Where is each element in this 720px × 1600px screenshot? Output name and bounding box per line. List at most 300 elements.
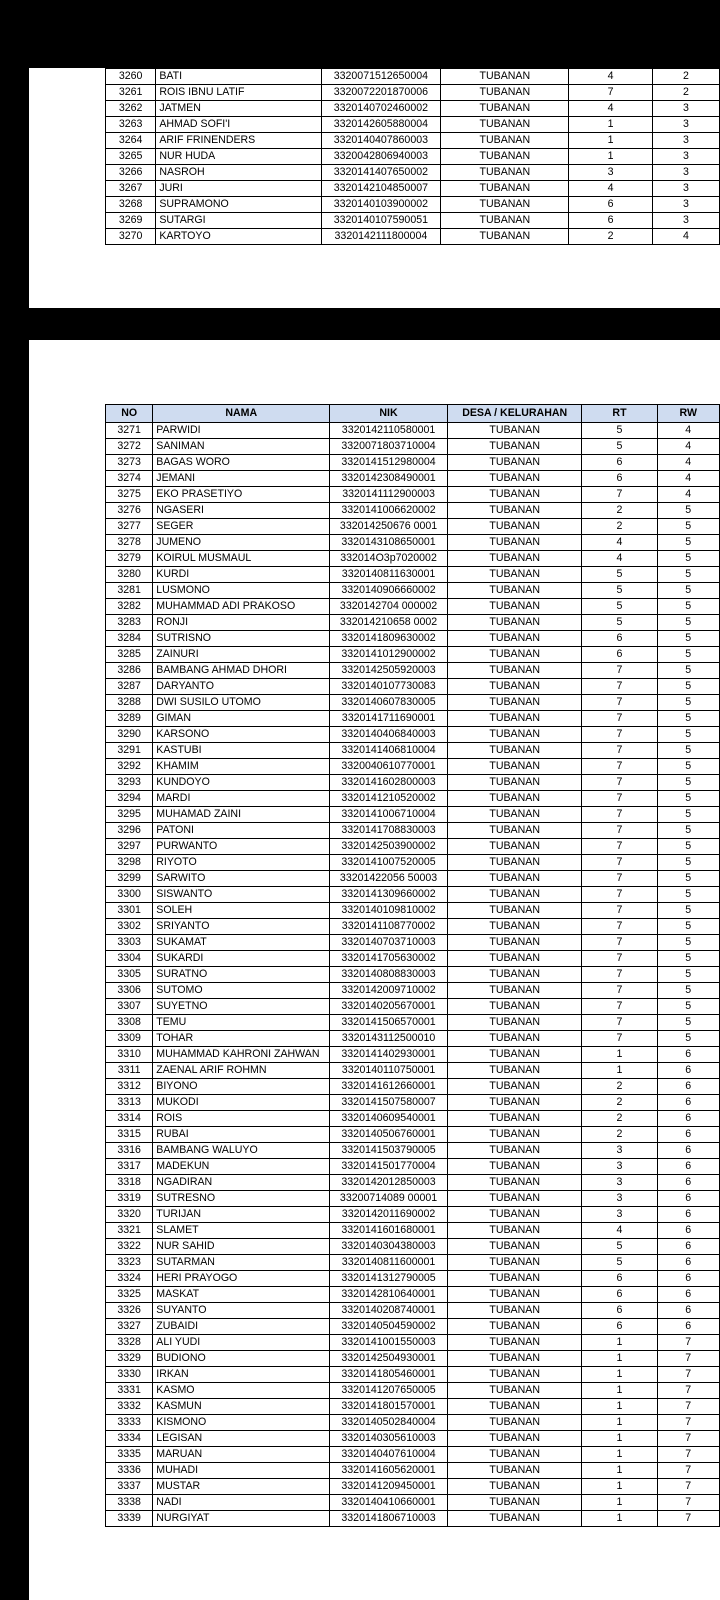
cell-nik: 3320140410660001	[330, 1495, 448, 1511]
cell-nama: SUYETNO	[153, 999, 330, 1015]
cell-desa: TUBANAN	[447, 1223, 582, 1239]
table-row	[106, 1063, 720, 1079]
cell-no: 3304	[106, 951, 153, 967]
cell-rt: 1	[582, 1383, 657, 1399]
cell-nama: KUNDOYO	[153, 775, 330, 791]
cell-rt: 1	[582, 1431, 657, 1447]
cell-nik: 3320141806710003	[330, 1511, 448, 1527]
cell-desa: TUBANAN	[447, 951, 582, 967]
cell-no: 3286	[106, 663, 153, 679]
cell-nama: SUKAMAT	[153, 935, 330, 951]
cell-rt: 3	[582, 1159, 657, 1175]
table-row	[106, 133, 720, 149]
cell-nama: ZAINURI	[153, 647, 330, 663]
cell-no: 3268	[106, 197, 156, 213]
table-row	[106, 85, 720, 101]
cell-nama: SISWANTO	[153, 887, 330, 903]
cell-no: 3272	[106, 439, 153, 455]
cell-nik: 3320140109810002	[330, 903, 448, 919]
cell-rw: 6	[657, 1079, 719, 1095]
cell-no: 3271	[106, 423, 153, 439]
cell-rw: 5	[657, 711, 719, 727]
cell-no: 3307	[106, 999, 153, 1015]
cell-no: 3306	[106, 983, 153, 999]
cell-nik: 33200714089 00001	[330, 1191, 448, 1207]
cell-desa: TUBANAN	[441, 133, 569, 149]
cell-rw: 5	[657, 839, 719, 855]
cell-no: 3291	[106, 743, 153, 759]
cell-nik: 3320141805460001	[330, 1367, 448, 1383]
table-row	[106, 631, 720, 647]
cell-no: 3266	[106, 165, 156, 181]
cell-desa: TUBANAN	[447, 1383, 582, 1399]
cell-nama: PURWANTO	[153, 839, 330, 855]
cell-rw: 6	[657, 1191, 719, 1207]
cell-no: 3336	[106, 1463, 153, 1479]
table-row	[106, 807, 720, 823]
cell-rw: 7	[657, 1431, 719, 1447]
cell-nama: SANIMAN	[153, 439, 330, 455]
cell-nama: RIYOTO	[153, 855, 330, 871]
cell-no: 3287	[106, 679, 153, 695]
cell-desa: TUBANAN	[447, 823, 582, 839]
cell-rt: 6	[582, 1271, 657, 1287]
cell-rw: 5	[657, 1031, 719, 1047]
cell-desa: TUBANAN	[447, 935, 582, 951]
cell-nama: LEGISAN	[153, 1431, 330, 1447]
table-row	[106, 663, 720, 679]
cell-rw: 7	[657, 1463, 719, 1479]
cell-no: 3273	[106, 455, 153, 471]
cell-nama: NGADIRAN	[153, 1175, 330, 1191]
cell-nik: 3320141407650002	[321, 165, 441, 181]
cell-desa: TUBANAN	[447, 711, 582, 727]
cell-nik: 3320140504590002	[330, 1319, 448, 1335]
cell-nik: 3320140407860003	[321, 133, 441, 149]
table-row	[106, 1127, 720, 1143]
cell-rt: 6	[582, 471, 657, 487]
cell-no: 3319	[106, 1191, 153, 1207]
cell-rw: 5	[657, 871, 719, 887]
cell-nama: MADEKUN	[153, 1159, 330, 1175]
header-rt: RT	[582, 405, 657, 423]
cell-desa: TUBANAN	[447, 487, 582, 503]
cell-nama: BAMBANG WALUYO	[153, 1143, 330, 1159]
cell-rw: 6	[657, 1047, 719, 1063]
cell-nama: MARDI	[153, 791, 330, 807]
cell-nama: NGASERI	[153, 503, 330, 519]
cell-no: 3275	[106, 487, 153, 503]
cell-nama: NASROH	[156, 165, 321, 181]
cell-no: 3327	[106, 1319, 153, 1335]
cell-nik: 3320142104850007	[321, 181, 441, 197]
cell-no: 3339	[106, 1511, 153, 1527]
cell-no: 3296	[106, 823, 153, 839]
cell-nama: KOIRUL MUSMAUL	[153, 551, 330, 567]
cell-rt: 2	[582, 519, 657, 535]
cell-no: 3331	[106, 1383, 153, 1399]
cell-rw: 5	[657, 999, 719, 1015]
cell-rw: 4	[657, 423, 719, 439]
cell-rt: 7	[582, 887, 657, 903]
cell-rw: 7	[657, 1511, 719, 1527]
cell-rw: 5	[657, 583, 719, 599]
cell-nama: SLAMET	[153, 1223, 330, 1239]
cell-nik: 3320140811630001	[330, 567, 448, 583]
cell-nama: MARUAN	[153, 1447, 330, 1463]
cell-rt: 5	[582, 1255, 657, 1271]
cell-nama: JATMEN	[156, 101, 321, 117]
cell-rw: 6	[657, 1303, 719, 1319]
cell-rw: 5	[657, 567, 719, 583]
cell-rw: 5	[657, 519, 719, 535]
cell-no: 3267	[106, 181, 156, 197]
cell-desa: TUBANAN	[447, 743, 582, 759]
voter-table-2-body	[106, 423, 720, 1527]
cell-no: 3326	[106, 1303, 153, 1319]
table-row	[106, 471, 720, 487]
cell-nama: PATONI	[153, 823, 330, 839]
cell-rt: 2	[569, 229, 652, 245]
cell-nik: 3320141402930001	[330, 1047, 448, 1063]
cell-desa: TUBANAN	[447, 423, 582, 439]
cell-rt: 3	[582, 1175, 657, 1191]
cell-rt: 1	[582, 1063, 657, 1079]
table-row	[106, 551, 720, 567]
cell-desa: TUBANAN	[447, 839, 582, 855]
cell-no: 3312	[106, 1079, 153, 1095]
cell-desa: TUBANAN	[447, 1191, 582, 1207]
cell-nik: 3320140107590051	[321, 213, 441, 229]
cell-desa: TUBANAN	[447, 983, 582, 999]
cell-nik: 3320140906660002	[330, 583, 448, 599]
cell-rw: 5	[657, 727, 719, 743]
cell-rt: 1	[582, 1447, 657, 1463]
cell-rw: 6	[657, 1239, 719, 1255]
cell-no: 3314	[106, 1111, 153, 1127]
cell-no: 3265	[106, 149, 156, 165]
cell-rw: 5	[657, 1015, 719, 1031]
cell-rw: 6	[657, 1255, 719, 1271]
table-row	[106, 583, 720, 599]
cell-desa: TUBANAN	[447, 1079, 582, 1095]
cell-no: 3264	[106, 133, 156, 149]
cell-rw: 6	[657, 1319, 719, 1335]
cell-nik: 3320140609540001	[330, 1111, 448, 1127]
cell-no: 3297	[106, 839, 153, 855]
table-row	[106, 101, 720, 117]
cell-rt: 7	[582, 807, 657, 823]
cell-rt: 5	[582, 1239, 657, 1255]
table-row	[106, 711, 720, 727]
cell-nik: 332014O3p7020002	[330, 551, 448, 567]
cell-nik: 3320141006620002	[330, 503, 448, 519]
cell-no: 3316	[106, 1143, 153, 1159]
cell-rt: 7	[582, 695, 657, 711]
cell-desa: TUBANAN	[447, 1399, 582, 1415]
table-row	[106, 567, 720, 583]
cell-rt: 7	[582, 983, 657, 999]
cell-no: 3301	[106, 903, 153, 919]
cell-no: 3284	[106, 631, 153, 647]
cell-rw: 5	[657, 695, 719, 711]
cell-rt: 6	[582, 1303, 657, 1319]
cell-desa: TUBANAN	[447, 535, 582, 551]
table-row	[106, 455, 720, 471]
cell-nik: 3320140205670001	[330, 999, 448, 1015]
table-row	[106, 1143, 720, 1159]
cell-rw: 5	[657, 679, 719, 695]
cell-nik: 3320140107730083	[330, 679, 448, 695]
cell-rw: 5	[657, 951, 719, 967]
table-row	[106, 1463, 720, 1479]
table-row	[106, 1271, 720, 1287]
cell-nik: 3320141112900003	[330, 487, 448, 503]
cell-no: 3330	[106, 1367, 153, 1383]
cell-rt: 5	[582, 599, 657, 615]
cell-nik: 3320141210520002	[330, 791, 448, 807]
cell-rt: 7	[582, 663, 657, 679]
cell-no: 3283	[106, 615, 153, 631]
table-row	[106, 1239, 720, 1255]
cell-nik: 3320072201870006	[321, 85, 441, 101]
cell-rw: 5	[657, 919, 719, 935]
cell-nama: KASMO	[153, 1383, 330, 1399]
cell-desa: TUBANAN	[441, 213, 569, 229]
table-row	[106, 647, 720, 663]
cell-no: 3324	[106, 1271, 153, 1287]
cell-nama: SOLEH	[153, 903, 330, 919]
cell-nik: 3320140305610003	[330, 1431, 448, 1447]
cell-nik: 3320141501770004	[330, 1159, 448, 1175]
cell-rw: 3	[652, 165, 719, 181]
table-row	[106, 519, 720, 535]
cell-nik: 3320140702460002	[321, 101, 441, 117]
cell-rw: 7	[657, 1383, 719, 1399]
cell-nama: SUTRESNO	[153, 1191, 330, 1207]
cell-no: 3278	[106, 535, 153, 551]
cell-no: 3313	[106, 1095, 153, 1111]
cell-nama: KHAMIM	[153, 759, 330, 775]
cell-no: 3323	[106, 1255, 153, 1271]
cell-nama: IRKAN	[153, 1367, 330, 1383]
cell-nik: 3320140304380003	[330, 1239, 448, 1255]
cell-nama: MASKAT	[153, 1287, 330, 1303]
cell-desa: TUBANAN	[441, 101, 569, 117]
cell-nama: ROIS IBNU LATIF	[156, 85, 321, 101]
cell-desa: TUBANAN	[447, 583, 582, 599]
cell-no: 3285	[106, 647, 153, 663]
cell-nama: MUHADI	[153, 1463, 330, 1479]
voter-table-2	[105, 404, 720, 1527]
table-header	[106, 405, 720, 423]
table-row	[106, 1159, 720, 1175]
cell-nik: 3320140811600001	[330, 1255, 448, 1271]
cell-no: 3333	[106, 1415, 153, 1431]
header-rw: RW	[657, 405, 719, 423]
cell-rt: 3	[582, 1143, 657, 1159]
table-row	[106, 1207, 720, 1223]
cell-rt: 2	[582, 1111, 657, 1127]
table-row	[106, 1447, 720, 1463]
cell-no: 3308	[106, 1015, 153, 1031]
table-row	[106, 759, 720, 775]
cell-no: 3263	[106, 117, 156, 133]
cell-rw: 7	[657, 1351, 719, 1367]
cell-desa: TUBANAN	[447, 663, 582, 679]
table-row	[106, 903, 720, 919]
cell-no: 3279	[106, 551, 153, 567]
table-row	[106, 695, 720, 711]
cell-rw: 6	[657, 1127, 719, 1143]
cell-nama: BATI	[156, 69, 321, 85]
cell-nama: KARSONO	[153, 727, 330, 743]
cell-desa: TUBANAN	[447, 807, 582, 823]
cell-desa: TUBANAN	[441, 69, 569, 85]
cell-rt: 6	[582, 1287, 657, 1303]
cell-nik: 3320141711690001	[330, 711, 448, 727]
header-row	[106, 405, 720, 423]
cell-rt: 7	[582, 1031, 657, 1047]
cell-nik: 3320141012900002	[330, 647, 448, 663]
cell-nik: 3320140607830005	[330, 695, 448, 711]
cell-rt: 2	[582, 1127, 657, 1143]
cell-no: 3310	[106, 1047, 153, 1063]
cell-rt: 4	[582, 535, 657, 551]
cell-desa: TUBANAN	[447, 647, 582, 663]
table-row	[106, 1031, 720, 1047]
cell-nik: 3320142011690002	[330, 1207, 448, 1223]
cell-nama: MUSTAR	[153, 1479, 330, 1495]
table-row	[106, 1175, 720, 1191]
table-row	[106, 1415, 720, 1431]
cell-rt: 7	[582, 711, 657, 727]
cell-nama: TEMU	[153, 1015, 330, 1031]
cell-rw: 6	[657, 1207, 719, 1223]
cell-rw: 5	[657, 535, 719, 551]
cell-nama: SUPRAMONO	[156, 197, 321, 213]
cell-rt: 1	[569, 133, 652, 149]
cell-rw: 5	[657, 775, 719, 791]
cell-rt: 1	[582, 1367, 657, 1383]
cell-rt: 7	[582, 951, 657, 967]
cell-nama: AHMAD SOFI'I	[156, 117, 321, 133]
cell-nik: 3320042806940003	[321, 149, 441, 165]
cell-nik: 3320140506760001	[330, 1127, 448, 1143]
cell-nama: SARWITO	[153, 871, 330, 887]
cell-rt: 7	[582, 743, 657, 759]
cell-no: 3293	[106, 775, 153, 791]
table-row	[106, 439, 720, 455]
cell-nik: 3320142605880004	[321, 117, 441, 133]
table-row	[106, 823, 720, 839]
cell-desa: TUBANAN	[447, 1479, 582, 1495]
cell-nik: 3320141612660001	[330, 1079, 448, 1095]
cell-nama: KASMUN	[153, 1399, 330, 1415]
cell-nik: 3320140406840003	[330, 727, 448, 743]
cell-rt: 3	[582, 1191, 657, 1207]
cell-nik: 3320142504930001	[330, 1351, 448, 1367]
cell-desa: TUBANAN	[447, 1335, 582, 1351]
cell-rt: 7	[582, 999, 657, 1015]
cell-nama: NURGIYAT	[153, 1511, 330, 1527]
cell-no: 3302	[106, 919, 153, 935]
cell-nama: ZAENAL ARIF ROHMN	[153, 1063, 330, 1079]
cell-rw: 5	[657, 615, 719, 631]
cell-desa: TUBANAN	[447, 967, 582, 983]
cell-rt: 7	[582, 727, 657, 743]
cell-no: 3277	[106, 519, 153, 535]
header-nama: NAMA	[153, 405, 330, 423]
cell-desa: TUBANAN	[447, 503, 582, 519]
cell-rw: 6	[657, 1223, 719, 1239]
table-row	[106, 229, 720, 245]
cell-rw: 3	[652, 149, 719, 165]
cell-nik: 3320140110750001	[330, 1063, 448, 1079]
table-row	[106, 1111, 720, 1127]
cell-rw: 3	[652, 117, 719, 133]
cell-no: 3274	[106, 471, 153, 487]
cell-nik: 3320141809630002	[330, 631, 448, 647]
cell-rw: 6	[657, 1271, 719, 1287]
cell-rw: 7	[657, 1479, 719, 1495]
cell-rt: 1	[582, 1335, 657, 1351]
cell-desa: TUBANAN	[447, 903, 582, 919]
table-row	[106, 1319, 720, 1335]
cell-rt: 7	[582, 919, 657, 935]
cell-rt: 7	[582, 935, 657, 951]
table-row	[106, 871, 720, 887]
cell-desa: TUBANAN	[447, 727, 582, 743]
table-row	[106, 743, 720, 759]
table-row	[106, 615, 720, 631]
cell-desa: TUBANAN	[447, 1095, 582, 1111]
table-row	[106, 919, 720, 935]
cell-desa: TUBANAN	[447, 1319, 582, 1335]
cell-desa: TUBANAN	[447, 1415, 582, 1431]
cell-desa: TUBANAN	[447, 599, 582, 615]
cell-desa: TUBANAN	[447, 1143, 582, 1159]
table-row	[106, 999, 720, 1015]
cell-rw: 5	[657, 823, 719, 839]
cell-rw: 5	[657, 599, 719, 615]
table-row	[106, 1015, 720, 1031]
cell-nama: SUYANTO	[153, 1303, 330, 1319]
cell-rt: 1	[569, 117, 652, 133]
cell-rt: 7	[582, 823, 657, 839]
table-row	[106, 1303, 720, 1319]
cell-desa: TUBANAN	[447, 519, 582, 535]
cell-desa: TUBANAN	[447, 567, 582, 583]
cell-nik: 3320142009710002	[330, 983, 448, 999]
cell-nama: ZUBAIDI	[153, 1319, 330, 1335]
cell-desa: TUBANAN	[447, 1111, 582, 1127]
cell-desa: TUBANAN	[447, 631, 582, 647]
cell-desa: TUBANAN	[447, 1463, 582, 1479]
table-row	[106, 1511, 720, 1527]
cell-rt: 6	[569, 197, 652, 213]
cell-no: 3261	[106, 85, 156, 101]
cell-no: 3329	[106, 1351, 153, 1367]
table-row	[106, 69, 720, 85]
cell-desa: TUBANAN	[447, 1431, 582, 1447]
table-row	[106, 679, 720, 695]
cell-nik: 3320141006710004	[330, 807, 448, 823]
cell-rt: 3	[582, 1207, 657, 1223]
cell-no: 3318	[106, 1175, 153, 1191]
cell-desa: TUBANAN	[447, 871, 582, 887]
cell-rt: 7	[582, 903, 657, 919]
